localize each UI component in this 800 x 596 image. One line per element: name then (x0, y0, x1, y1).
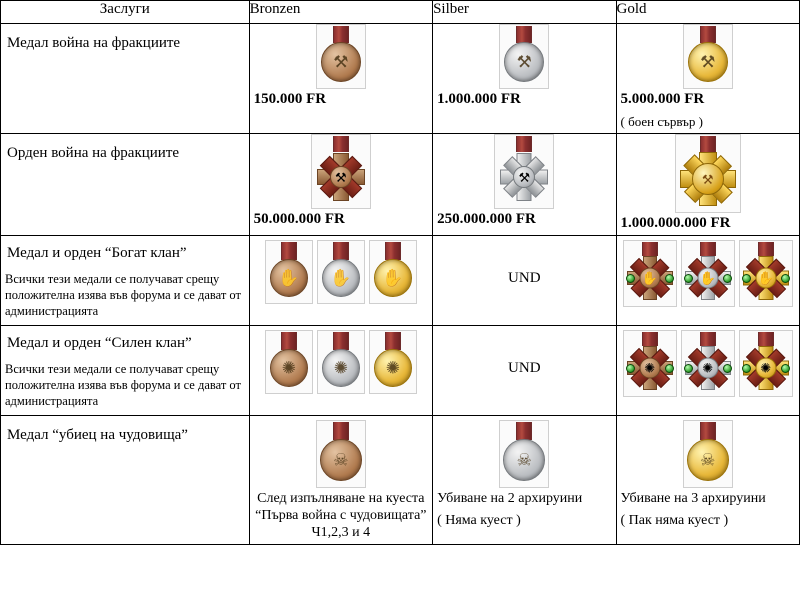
gold-caption: 5.000.000 FR (620, 91, 705, 107)
cell-bronze (249, 134, 432, 236)
row-title: Медал и орден “Силен клан” (7, 335, 192, 351)
table-row (1, 326, 800, 416)
cell-gold (616, 24, 799, 134)
silver-medal-disc-icon: ⚒ (499, 24, 549, 89)
bronze-caption: 50.000.000 FR (253, 211, 345, 227)
gold-medal-disc-rich-icon: ✋ (369, 240, 417, 304)
bronze-order-strong-icon: ✺ (623, 330, 677, 397)
silver-caption: 250.000.000 FR (437, 211, 536, 227)
row-label-cell (1, 236, 250, 326)
bronze-order-rich-icon: ✋ (623, 240, 677, 307)
gold-caption: Убиване на 3 архируини (620, 491, 766, 506)
cell-gold (616, 134, 799, 236)
silver-order-cross-icon: ⚒ (494, 134, 554, 209)
bronze-medal-disc-rich-icon: ✋ (265, 240, 313, 304)
gold-caption-secondary: ( боен сървър ) (620, 114, 703, 129)
silver-order-strong-icon: ✺ (681, 330, 735, 397)
bronze-medal-disc-icon: ⚒ (316, 24, 366, 89)
gold-order-star-icon: ⚒ (675, 134, 741, 213)
cell-gold (616, 236, 799, 326)
header-cell-gold: Gold (616, 1, 799, 24)
silver-caption: UND (508, 270, 541, 286)
header-cell-merits: Заслуги (1, 1, 250, 24)
bronze-medal-disc-strong-icon: ✺ (265, 330, 313, 394)
bronze-caption: 150.000 FR (253, 91, 327, 107)
silver-medal-disc-rich-icon: ✋ (317, 240, 365, 304)
gold-order-strong-icon: ✺ (739, 330, 793, 397)
table-row (1, 24, 800, 134)
cell-bronze (249, 24, 432, 134)
cell-silver (433, 24, 616, 134)
table-row (1, 236, 800, 326)
silver-caption-secondary: ( Няма куест ) (437, 513, 521, 528)
table-row (1, 134, 800, 236)
row-label-cell (1, 326, 250, 416)
silver-medal-disc-strong-icon: ✺ (317, 330, 365, 394)
bronze-monster-disc-icon: ☠ (316, 420, 366, 488)
cell-bronze (249, 236, 432, 326)
row-title: Медал война на фракциите (7, 35, 181, 51)
silver-caption: Убиване на 2 архируини (437, 491, 583, 506)
silver-caption: UND (508, 360, 541, 376)
header-cell-silver: Silber (433, 1, 616, 24)
row-label-cell (1, 24, 250, 134)
bronze-caption: След изпълняване на куеста “Първа война с чудовищата” Ч1,2,3 и 4 (255, 491, 427, 540)
cell-silver (433, 416, 616, 545)
cell-silver (433, 134, 616, 236)
row-title: Орден война на фракциите (7, 145, 180, 161)
cell-bronze (249, 416, 432, 545)
silver-caption: 1.000.000 FR (437, 91, 521, 107)
gold-medal-disc-icon: ⚒ (683, 24, 733, 89)
cell-silver (433, 236, 616, 326)
row-title: Медал и орден “Богат клан” (7, 245, 187, 261)
silver-order-rich-icon: ✋ (681, 240, 735, 307)
gold-caption-secondary: ( Пак няма куест ) (620, 513, 729, 528)
row-note: Всички тези медали се получават срещу положителна изява във форума и се дават от администрацията (5, 362, 241, 408)
cell-silver (433, 326, 616, 416)
gold-caption: 1.000.000.000 FR (620, 215, 731, 231)
gold-order-rich-icon: ✋ (739, 240, 793, 307)
bronze-order-cross-icon: ⚒ (311, 134, 371, 209)
cell-bronze (249, 326, 432, 416)
silver-monster-disc-icon: ☠ (499, 420, 549, 488)
table-header-row (1, 1, 800, 24)
header-cell-bronze: Bronzen (249, 1, 432, 24)
gold-monster-disc-icon: ☠ (683, 420, 733, 488)
row-label-cell (1, 134, 250, 236)
row-title: Медал “убиец на чудовища” (7, 427, 188, 443)
cell-gold (616, 416, 799, 545)
gold-medal-disc-strong-icon: ✺ (369, 330, 417, 394)
table-row (1, 416, 800, 545)
row-label-cell (1, 416, 250, 545)
cell-gold (616, 326, 799, 416)
row-note: Всички тези медали се получават срещу положителна изява във форума и се дават от администрацията (5, 272, 241, 318)
